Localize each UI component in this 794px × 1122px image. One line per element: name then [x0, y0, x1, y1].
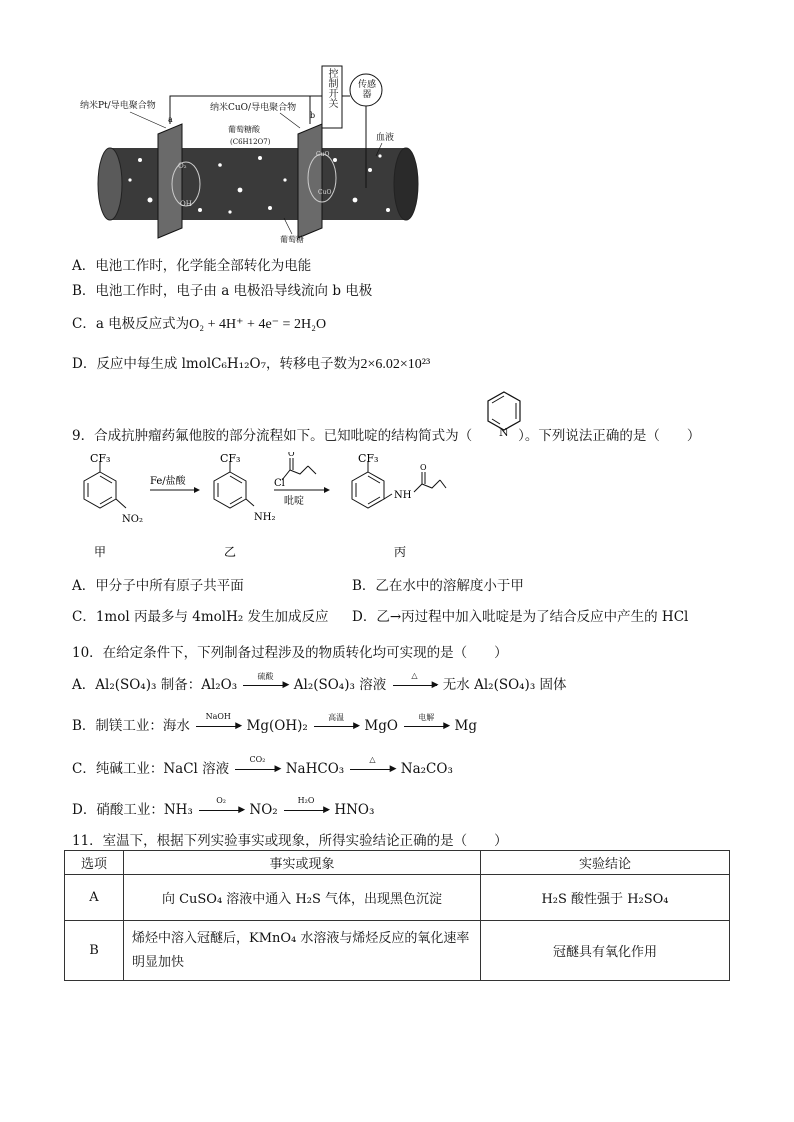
q10-b-arrow2: 高温 ▶: [312, 718, 360, 732]
reagent-fe-hcl: Fe/盐酸: [150, 476, 186, 487]
label-yi: 乙: [224, 545, 237, 559]
row-a-conclusion: H₂S 酸性强于 H₂SO₄: [481, 875, 730, 921]
q10-d-end: HNO₃: [334, 802, 375, 818]
label-gluconic-formula: (C6H12O7): [230, 138, 271, 146]
pyridine-n: N: [499, 426, 509, 439]
q10-a-prefix: A．Al₂(SO₄)₃ 制备：Al₂O₃: [72, 677, 238, 693]
molecule-yi: [214, 452, 275, 523]
q8-option-c-equation: O₂ + 4H⁺ + 4e⁻ = 2H₂O: [189, 317, 327, 332]
q10-c-mid: NaHCO₃: [285, 761, 345, 777]
q9-option-a: A．甲分子中所有原子共平面: [72, 578, 244, 594]
q8-option-d-value: 2×6.02×10²³: [360, 357, 431, 372]
label-bing: 丙: [394, 545, 407, 559]
label-pt: 纳米Pt/导电聚合物: [80, 101, 156, 111]
row-b-option: B: [65, 921, 124, 981]
svg-text:O: O: [288, 452, 295, 458]
bing-cf3: CF₃: [358, 452, 379, 465]
table-header-fact: 事实或现象: [124, 851, 481, 875]
q10-c-prefix: C．纯碱工业：NaCl 溶液: [72, 761, 230, 777]
row-b-conclusion: 冠醚具有氧化作用: [481, 921, 730, 981]
label-cuo: 纳米CuO/导电聚合物: [210, 103, 297, 113]
yi-cf3: CF₃: [220, 452, 241, 465]
q8-option-d-prefix: D．反应中每生成 lmolC₆H₁₂O₇，转移电子数为: [72, 356, 361, 372]
q10-b-prefix: B．制镁工业：海水: [72, 718, 190, 734]
label-blood: 血液: [376, 133, 395, 143]
q9-stem-end: ）。下列说法正确的是（ ）: [518, 428, 701, 444]
q10-a-arrow1: 硫酸 ▶: [241, 677, 289, 691]
q11-stem: 11．室温下，根据下列实验事实或现象，所得实验结论正确的是（ ）: [72, 833, 508, 849]
q10-b-arrow1: NaOH ▶: [194, 718, 242, 732]
table-header-row: [65, 851, 730, 875]
svg-text:O₂: O₂: [178, 162, 187, 170]
svg-text:CuO: CuO: [316, 151, 330, 158]
blood-vessel: [110, 148, 406, 220]
label-a: a: [168, 115, 173, 124]
q10-d-mid: NO₂: [249, 802, 278, 818]
q10-b-mid1: Mg(OH)₂: [246, 718, 308, 734]
q10-c-arrow2: △ ▶: [348, 761, 396, 775]
control-switch-label: 控制开关: [326, 68, 337, 108]
q9-stem: [72, 424, 700, 444]
q10-a-mid: Al₂(SO₄)₃ 溶液: [293, 677, 387, 693]
molecule-bing: [352, 452, 446, 508]
q8-option-c-prefix: C．a 电极反应式为: [72, 316, 190, 332]
q8-option-c: [72, 312, 326, 333]
q9-option-c: C．1mol 丙最多与 4molH₂ 发生加成反应: [72, 609, 329, 625]
q10-c-arrow1: CO₂ ▶: [233, 761, 281, 775]
q10-option-c: [72, 757, 453, 777]
svg-text:OH: OH: [180, 200, 192, 208]
label-b: b: [310, 111, 316, 120]
svg-text:CuO: CuO: [318, 189, 332, 196]
label-jia: 甲: [94, 545, 107, 559]
q10-stem: 10．在给定条件下，下列制备过程涉及的物质转化均可实现的是（ ）: [72, 645, 508, 661]
q10-option-b: [72, 714, 477, 734]
q10-b-end: Mg: [454, 718, 477, 734]
reagent-pyridine: 吡啶: [284, 496, 304, 507]
svg-text:O: O: [420, 463, 427, 472]
q10-option-d: [72, 798, 374, 818]
jia-cf3: CF₃: [90, 452, 111, 465]
q8-option-d: [72, 352, 430, 373]
table-header-option: 选项: [65, 851, 124, 875]
q8-option-b: B．电池工作时，电子由 a 电极沿导线流向 b 电极: [72, 283, 373, 299]
electrode-b: [298, 124, 322, 238]
yi-nh2: NH₂: [254, 512, 276, 523]
q9-option-d: D．乙→丙过程中加入吡啶是为了结合反应中产生的 HCl: [352, 609, 689, 625]
q10-option-a: [72, 673, 567, 693]
pyridine-structure: [484, 388, 524, 444]
q10-b-mid2: MgO: [364, 718, 398, 734]
q10-d-arrow1: O₂ ▶: [197, 802, 245, 816]
label-gluconic: 葡萄糖酸: [228, 125, 260, 134]
table-row: [65, 921, 730, 981]
reagent-cl: Cl: [274, 478, 285, 489]
q11-table: [64, 850, 730, 981]
q9-stem-text: 9．合成抗肿瘤药氟他胺的部分流程如下。已知吡啶的结构简式为（: [72, 428, 473, 444]
q10-d-prefix: D．硝酸工业：NH₃: [72, 802, 193, 818]
q8-option-a: A．电池工作时，化学能全部转化为电能: [72, 258, 312, 274]
jia-no2: NO₂: [122, 514, 143, 525]
table-row: [65, 875, 730, 921]
sensor-label: 传感器: [357, 80, 376, 100]
label-glucose: 葡萄糖: [280, 235, 304, 244]
q10-c-end: Na₂CO₃: [400, 761, 453, 777]
row-a-fact: 向 CuSO₄ 溶液中通入 H₂S 气体，出现黑色沉淀: [124, 875, 481, 921]
table-header-conclusion: 实验结论: [481, 851, 730, 875]
q10-a-arrow2: △ ▶: [391, 677, 439, 691]
row-a-option: A: [65, 875, 124, 921]
q10-a-end: 无水 Al₂(SO₄)₃ 固体: [442, 677, 567, 693]
q10-b-arrow3: 电解 ▶: [402, 718, 450, 732]
bing-nh: NH: [394, 490, 412, 501]
electrode-a: [158, 124, 182, 238]
row-b-fact: 烯烃中溶入冠醚后，KMnO₄ 水溶液与烯烃反应的氧化速率明显加快: [124, 921, 481, 981]
q10-d-arrow2: H₂O ▶: [282, 802, 330, 816]
molecule-jia: [84, 452, 143, 525]
q9-reaction-scheme: [70, 452, 470, 562]
q9-option-b: B．乙在水中的溶解度小于甲: [352, 578, 524, 594]
